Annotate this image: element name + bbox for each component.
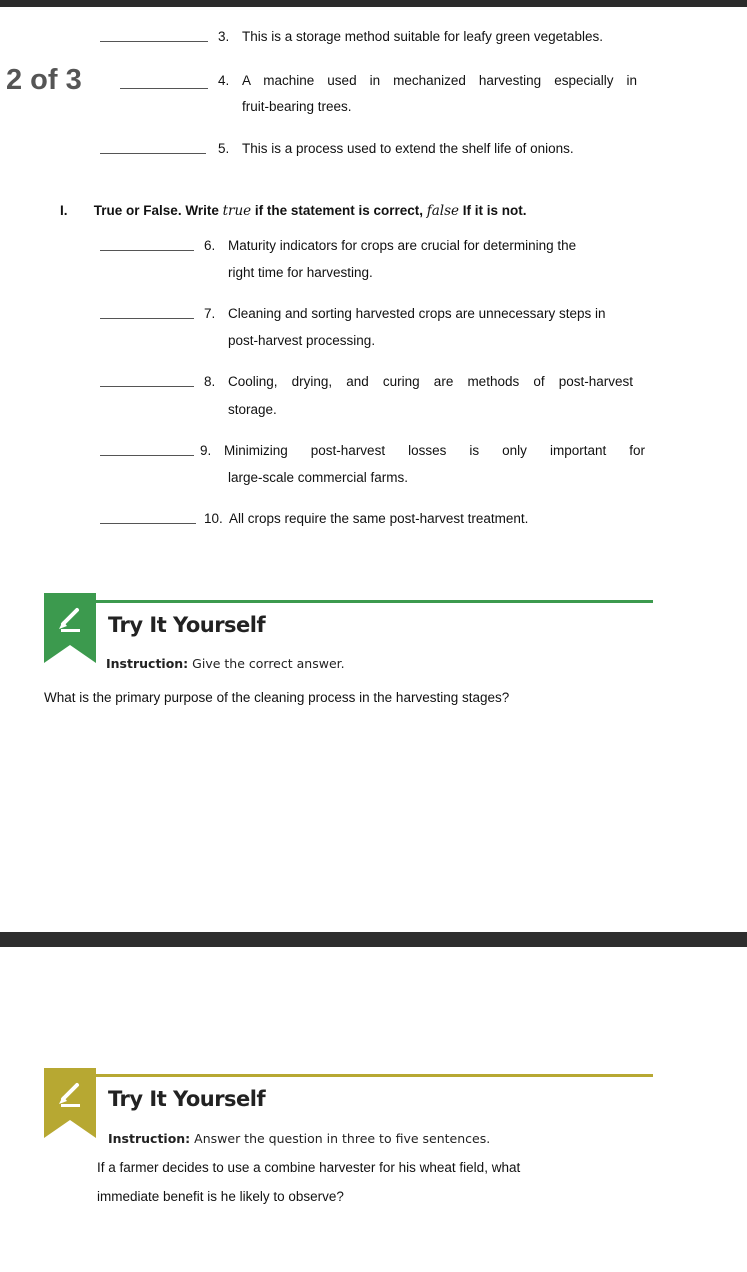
false-word: false bbox=[426, 203, 460, 219]
olive-ribbon-banner bbox=[44, 1068, 96, 1138]
answer-blank-3[interactable] bbox=[100, 41, 208, 42]
page-separator bbox=[0, 932, 747, 947]
answer-blank-10[interactable] bbox=[100, 523, 196, 524]
item-number: 3. bbox=[218, 29, 230, 44]
instruction-label: Instruction: bbox=[108, 1131, 191, 1146]
try-it-yourself-title: Try It Yourself bbox=[108, 613, 266, 637]
answer-blank-7[interactable] bbox=[100, 318, 194, 319]
item-text-continued: post-harvest processing. bbox=[228, 333, 376, 348]
question-text: If a farmer decides to use a combine harvester for his wheat field, what bbox=[97, 1160, 521, 1175]
section-instruction: True or False. Write bbox=[93, 203, 219, 218]
instruction bbox=[108, 1131, 490, 1146]
item-number: 8. bbox=[204, 374, 216, 389]
answer-blank-4[interactable] bbox=[120, 88, 208, 89]
answer-area[interactable] bbox=[44, 712, 654, 922]
green-divider-line bbox=[96, 600, 653, 603]
item-text: This is a process used to extend the shelf life of onions. bbox=[242, 141, 574, 156]
section-instruction: if the statement is correct, bbox=[254, 203, 423, 218]
answer-blank-5[interactable] bbox=[100, 153, 206, 154]
section-instruction: If it is not. bbox=[462, 203, 527, 218]
item-text: Cleaning and sorting harvested crops are unnecessary steps in bbox=[228, 306, 606, 321]
item-text-continued: fruit-bearing trees. bbox=[242, 99, 352, 114]
item-number: 7. bbox=[204, 306, 216, 321]
page-counter: 2 of 3 bbox=[6, 64, 82, 96]
answer-blank-9[interactable] bbox=[100, 455, 194, 456]
item-text: Cooling, drying, and curing are methods of post-harvest bbox=[228, 374, 633, 389]
question-text-continued: immediate benefit is he likely to observe? bbox=[97, 1189, 344, 1204]
item-text-continued: storage. bbox=[228, 402, 277, 417]
instruction bbox=[106, 656, 345, 671]
item-text: This is a storage method suitable for leafy green vegetables. bbox=[242, 29, 603, 44]
item-number: 5. bbox=[218, 141, 230, 156]
section-label: I. bbox=[60, 203, 68, 218]
answer-blank-6[interactable] bbox=[100, 250, 194, 251]
instruction-text: Answer the question in three to five sentences. bbox=[194, 1131, 491, 1146]
item-number: 4. bbox=[218, 73, 230, 88]
section-heading bbox=[60, 203, 527, 219]
item-text-continued: large-scale commercial farms. bbox=[228, 470, 409, 485]
item-number: 9. bbox=[200, 443, 212, 458]
instruction-label: Instruction: bbox=[106, 656, 189, 671]
item-number: 10. bbox=[204, 511, 223, 526]
item-text: Minimizing post-harvest losses is only important for bbox=[224, 443, 645, 458]
item-text: All crops require the same post-harvest treatment. bbox=[229, 511, 529, 526]
olive-divider-line bbox=[96, 1074, 653, 1077]
true-word: true bbox=[222, 203, 252, 219]
answer-blank-8[interactable] bbox=[100, 386, 194, 387]
green-ribbon-banner bbox=[44, 593, 96, 663]
instruction-text: Give the correct answer. bbox=[192, 656, 345, 671]
top-border bbox=[0, 0, 747, 7]
item-text: Maturity indicators for crops are crucial for determining the bbox=[228, 238, 577, 253]
item-text-continued: right time for harvesting. bbox=[228, 265, 373, 280]
try-it-yourself-title: Try It Yourself bbox=[108, 1087, 266, 1111]
item-text: A machine used in mechanized harvesting especially in bbox=[242, 73, 637, 88]
question-text: What is the primary purpose of the cleaning process in the harvesting stages? bbox=[44, 690, 510, 705]
item-number: 6. bbox=[204, 238, 216, 253]
